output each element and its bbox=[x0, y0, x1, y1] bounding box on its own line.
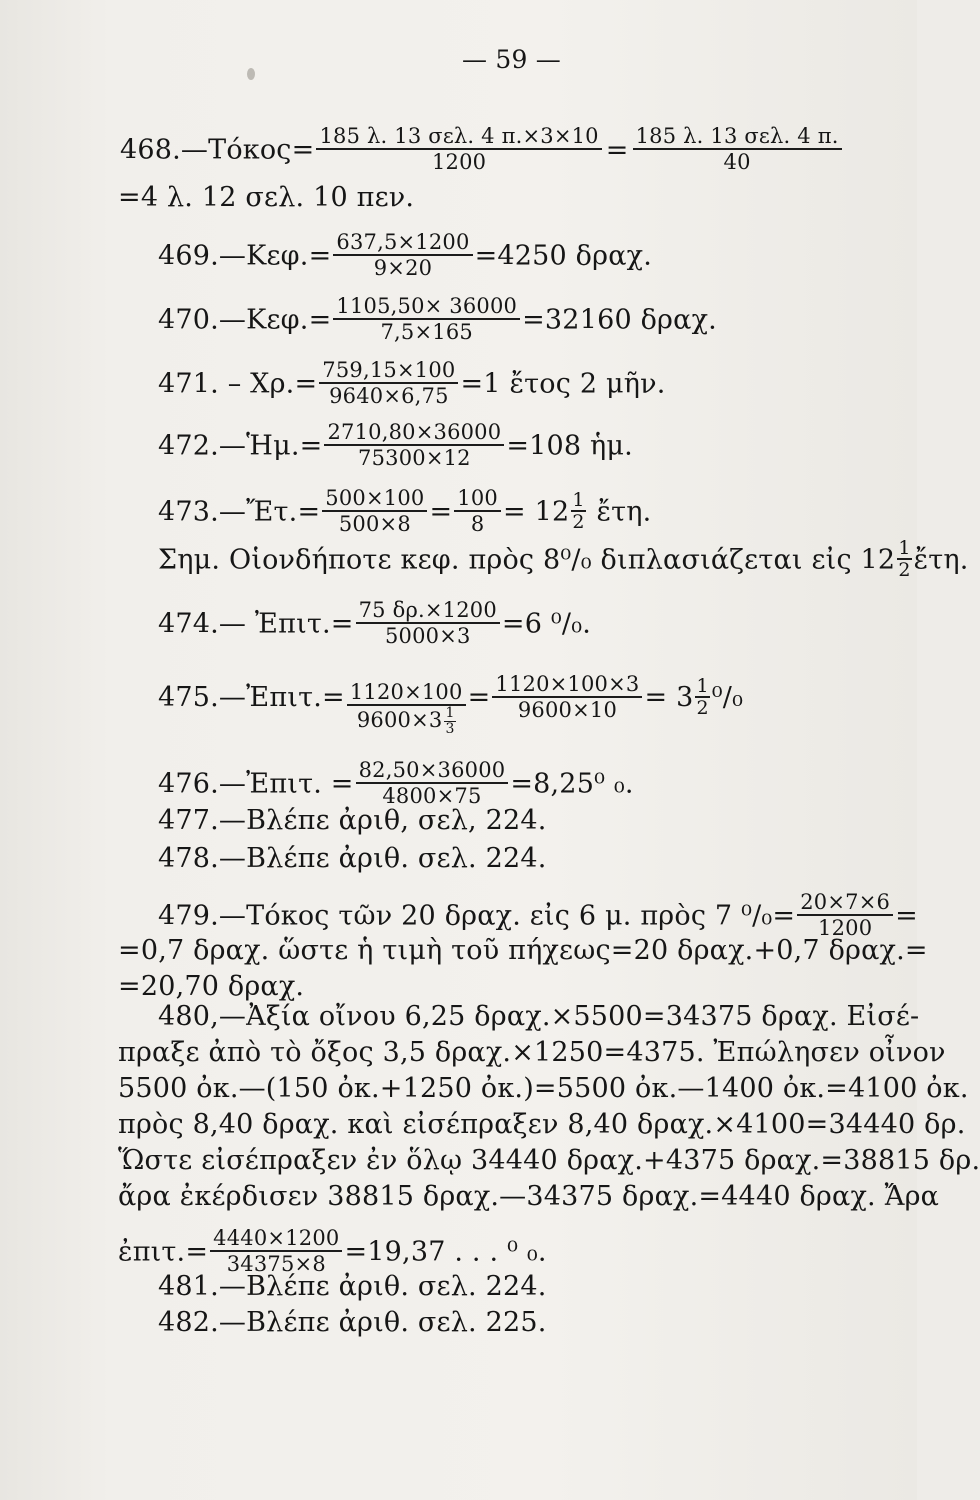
problem-468-continuation: =4 λ. 12 σελ. 10 πεν. bbox=[118, 182, 415, 213]
subfraction-numerator: 1 bbox=[445, 705, 455, 721]
problem-468-fraction-2 bbox=[633, 124, 842, 174]
fraction-denominator: 75300×12 bbox=[358, 446, 471, 470]
problem-469-label: 469.—Κεφ.= bbox=[158, 240, 332, 272]
fraction-numerator: 637,5×1200 bbox=[333, 230, 472, 256]
problem-471-result: =1 ἔτος 2 μῆν. bbox=[460, 368, 666, 400]
fraction-denominator: 9600×10 bbox=[517, 697, 618, 722]
fraction-numerator: 4440×1200 bbox=[210, 1226, 342, 1252]
fraction-numerator: 759,15×100 bbox=[319, 358, 458, 384]
fraction-numerator: 185 λ. 13 σελ. 4 π.×3×10 bbox=[316, 124, 601, 150]
problem-471-label: 471. – Χρ.= bbox=[158, 368, 318, 400]
problem-474-label: 474.— Ἐπιτ.= bbox=[158, 608, 354, 640]
problem-475-label: 475.—Ἐπιτ.= bbox=[158, 682, 345, 713]
fraction-denominator: 7,5×165 bbox=[380, 320, 473, 344]
problem-477: 477.—Βλέπε ἀριθ, σελ, 224. bbox=[158, 805, 547, 836]
problem-470 bbox=[158, 296, 717, 346]
problem-473-fraction-3 bbox=[571, 490, 585, 532]
problem-474 bbox=[158, 600, 591, 650]
problem-476 bbox=[158, 760, 634, 810]
problem-478: 478.—Βλέπε ἀριθ. σελ. 224. bbox=[158, 843, 547, 874]
page-number: — 59 — bbox=[462, 45, 561, 74]
problem-474-fraction bbox=[356, 598, 500, 648]
problem-475-result: ⁰/₀ bbox=[711, 682, 744, 713]
problem-473-fraction-1 bbox=[322, 486, 427, 536]
problem-473-fraction-2 bbox=[454, 486, 501, 536]
problem-472-result: =108 ἡμ. bbox=[506, 430, 633, 462]
problem-475 bbox=[158, 670, 744, 737]
fraction-numerator: 185 λ. 13 σελ. 4 π. bbox=[633, 124, 842, 150]
problem-469-fraction bbox=[333, 230, 472, 280]
problem-479-line-2: =0,7 δραχ. ὥστε ἡ τιμὴ τοῦ πήχεως=20 δραχ.+0,7 δραχ.= bbox=[118, 935, 928, 966]
fraction-numerator: 82,50×36000 bbox=[356, 758, 509, 784]
problem-476-fraction bbox=[356, 758, 509, 808]
problem-475-fraction-2 bbox=[492, 672, 642, 722]
denominator-fraction bbox=[444, 706, 455, 737]
fraction-denominator: 2 bbox=[572, 511, 585, 533]
fraction-numerator: 1120×100 bbox=[347, 680, 466, 706]
problem-480-fraction bbox=[210, 1226, 342, 1276]
problem-479-fraction bbox=[797, 890, 893, 940]
problem-480-result: =19,37 . . . ⁰ ₀. bbox=[344, 1236, 547, 1268]
problem-473-label: 473.—Ἔτ.= bbox=[158, 496, 321, 528]
problem-480-line-3: 5500 ὀκ.—(150 ὀκ.+1250 ὀκ.)=5500 ὀκ.—1400 ὀκ.=4100 ὀκ. bbox=[118, 1073, 969, 1104]
fraction-numerator: 1 bbox=[696, 674, 709, 697]
fraction-denominator: 500×8 bbox=[338, 512, 411, 536]
fraction-numerator: 100 bbox=[454, 486, 501, 512]
fraction-numerator: 1120×100×3 bbox=[492, 672, 642, 698]
problem-473-mixed-whole: = 12 bbox=[502, 496, 570, 528]
fraction-denominator: 2 bbox=[696, 696, 709, 719]
problem-468-fraction-1 bbox=[316, 124, 601, 174]
problem-475-mixed-whole: = 3 bbox=[644, 682, 694, 713]
fraction-denominator: 1200 bbox=[818, 916, 873, 940]
denominator-whole: 9600×3 bbox=[356, 708, 443, 732]
problem-472-fraction bbox=[324, 420, 504, 470]
fraction-numerator: 2710,80×36000 bbox=[324, 420, 504, 446]
fraction-denominator: 8 bbox=[470, 512, 485, 536]
problem-468-label: 468.—Τόκος= bbox=[120, 134, 315, 166]
fraction-numerator: 20×7×6 bbox=[797, 890, 893, 916]
problem-473-result: ἔτη. bbox=[596, 496, 652, 528]
problem-474-result: =6 ⁰/₀. bbox=[501, 608, 592, 640]
fraction-denominator: 34375×8 bbox=[226, 1252, 326, 1276]
fraction-denominator bbox=[354, 706, 459, 737]
note-tail: ἔτη. bbox=[913, 544, 969, 576]
problem-469 bbox=[158, 232, 652, 282]
problem-476-label: 476.—Ἐπιτ. = bbox=[158, 768, 354, 800]
note-text: Σημ. Οἱονδήποτε κεφ. πρὸς 8⁰/₀ διπλασιάζεται εἰς 12 bbox=[158, 544, 896, 576]
fraction-numerator: 75 δρ.×1200 bbox=[356, 598, 500, 624]
problem-469-result: =4250 δραχ. bbox=[474, 240, 652, 272]
problem-470-label: 470.—Κεφ.= bbox=[158, 304, 332, 336]
problem-472-label: 472.—Ἡμ.= bbox=[158, 430, 323, 462]
equals-sign: = bbox=[467, 682, 491, 713]
problem-472 bbox=[158, 422, 633, 472]
problem-482: 482.—Βλέπε ἀριθ. σελ. 225. bbox=[158, 1307, 547, 1338]
paper-speck bbox=[247, 68, 255, 80]
problem-471-fraction bbox=[319, 358, 458, 408]
problem-480-line-1: 480,—Ἀξία οἴνου 6,25 δραχ.×5500=34375 δραχ. Εἰσέ- bbox=[158, 1001, 920, 1032]
problem-480-line-6: ἄρα ἐκέρδισεν 38815 δραχ.—34375 δραχ.=4440 δραχ. Ἄρα bbox=[118, 1181, 940, 1212]
problem-470-result: =32160 δραχ. bbox=[522, 304, 717, 336]
problem-471 bbox=[158, 360, 666, 410]
equals-sign: = bbox=[429, 496, 453, 528]
problem-468 bbox=[120, 126, 844, 176]
fraction-denominator: 2 bbox=[898, 559, 911, 581]
subfraction-denominator: 3 bbox=[445, 721, 455, 737]
problem-479-text: 479.—Τόκος τῶν 20 δραχ. εἰς 6 μ. πρὸς 7 ⁰/₀= bbox=[158, 900, 796, 932]
equals-sign: = bbox=[605, 134, 629, 166]
fraction-denominator: 40 bbox=[723, 150, 751, 174]
problem-480-label: ἐπιτ.= bbox=[118, 1236, 209, 1268]
fraction-numerator: 500×100 bbox=[322, 486, 427, 512]
problem-475-fraction-1 bbox=[347, 680, 466, 737]
problem-480-line-2: πραξε ἀπὸ τὸ ὄξος 3,5 δραχ.×1250=4375. Ἐπώλησεν οἶνον bbox=[118, 1037, 946, 1068]
problem-480-line-5: Ὥστε εἰσέπραξεν ἐν ὅλῳ 34440 δραχ.+4375 δραχ.=38815 δρ. bbox=[118, 1145, 980, 1176]
problem-479-tail: = bbox=[895, 900, 918, 932]
fraction-denominator: 1200 bbox=[431, 150, 487, 174]
problem-476-result: =8,25⁰ ₀. bbox=[510, 768, 634, 800]
fraction-denominator: 9640×6,75 bbox=[329, 384, 449, 408]
problem-470-fraction bbox=[333, 294, 520, 344]
fraction-denominator: 5000×3 bbox=[384, 624, 471, 648]
fraction-numerator: 1105,50× 36000 bbox=[333, 294, 520, 320]
problem-481: 481.—Βλέπε ἀριθ. σελ. 224. bbox=[158, 1271, 547, 1302]
fraction-denominator: 4800×75 bbox=[382, 784, 482, 808]
note bbox=[158, 537, 969, 582]
problem-475-fraction-3 bbox=[695, 676, 709, 718]
fraction-numerator: 1 bbox=[898, 537, 911, 559]
problem-480-line-4: πρὸς 8,40 δραχ. καὶ εἰσέπραξεν 8,40 δραχ.×4100=34440 δρ. bbox=[118, 1109, 966, 1140]
note-fraction bbox=[897, 538, 911, 580]
fraction-numerator: 1 bbox=[572, 489, 585, 511]
problem-473 bbox=[158, 488, 651, 538]
problem-479-line-3: =20,70 δραχ. bbox=[118, 971, 305, 1002]
fraction-denominator: 9×20 bbox=[373, 256, 433, 280]
